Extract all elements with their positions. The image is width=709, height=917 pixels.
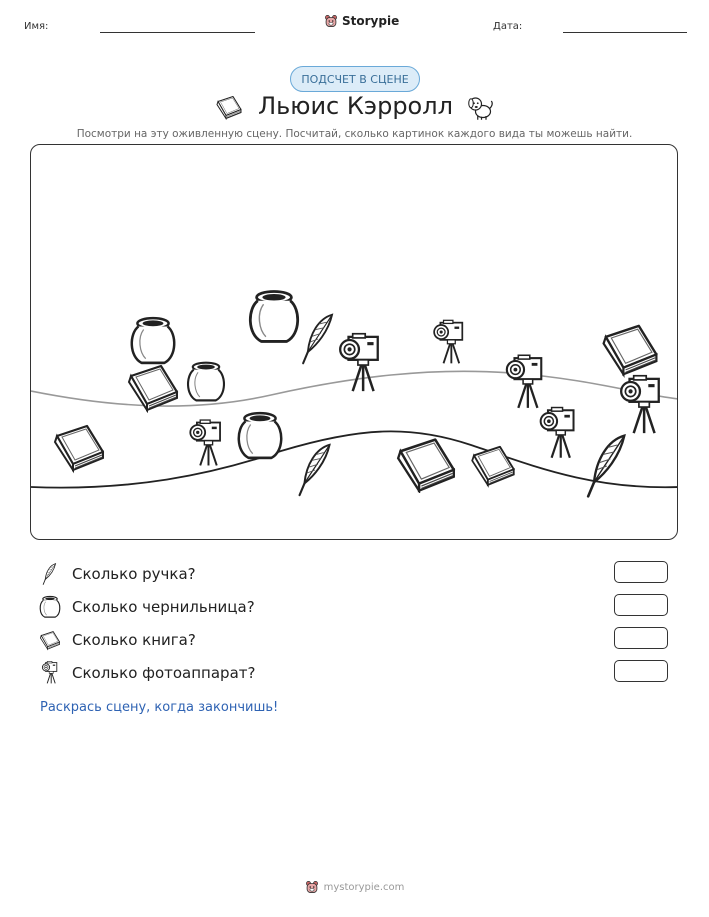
dog-icon bbox=[465, 92, 495, 122]
question-text: Сколько книга? bbox=[72, 631, 196, 649]
book-icon bbox=[604, 326, 657, 374]
quill-icon bbox=[300, 445, 330, 495]
footer bbox=[0, 880, 709, 894]
question-row bbox=[38, 561, 678, 587]
question-row bbox=[38, 594, 678, 620]
inkpot-icon bbox=[250, 291, 297, 341]
quill-icon bbox=[38, 562, 62, 586]
date-line[interactable] bbox=[563, 32, 687, 33]
scene-illustration bbox=[31, 145, 678, 540]
camera-icon bbox=[621, 376, 659, 433]
brand-name: Storypie bbox=[342, 14, 400, 28]
name-label: Имя: bbox=[24, 21, 49, 32]
date-label: Дата: bbox=[493, 21, 523, 32]
instructions: Посмотри на эту оживленную сцену. Посчитай, сколько картинок каждого вида ты можешь найти. bbox=[76, 128, 633, 140]
answer-box-book[interactable] bbox=[614, 627, 668, 649]
inkpot-icon bbox=[239, 413, 281, 458]
coloring-note: Раскрась сцену, когда закончишь! bbox=[40, 700, 279, 715]
inkpot-icon bbox=[132, 318, 174, 363]
answer-box-quill[interactable] bbox=[614, 561, 668, 583]
footer-url[interactable]: mystorypie.com bbox=[323, 881, 405, 893]
question-row bbox=[38, 660, 678, 686]
question-text: Сколько чернильница? bbox=[72, 598, 255, 616]
book-icon bbox=[129, 366, 177, 410]
quill-icon bbox=[588, 436, 624, 497]
name-line[interactable] bbox=[100, 32, 255, 33]
brand-logo bbox=[324, 14, 399, 28]
book-icon bbox=[55, 426, 103, 470]
inkpot-icon bbox=[38, 595, 62, 619]
camera-icon bbox=[38, 661, 62, 685]
camera-icon bbox=[190, 420, 220, 465]
camera-icon bbox=[434, 320, 462, 363]
book-icon bbox=[398, 440, 454, 491]
hill-line-front bbox=[31, 431, 678, 487]
question-text: Сколько ручка? bbox=[72, 565, 196, 583]
page-title-row bbox=[0, 92, 709, 122]
bear-icon bbox=[324, 14, 338, 28]
activity-badge: ПОДСЧЕТ В СЦЕНЕ bbox=[290, 66, 420, 92]
counting-scene bbox=[30, 144, 678, 540]
page-title: Льюис Кэрролл bbox=[258, 92, 453, 120]
book-icon bbox=[38, 628, 62, 652]
question-text: Сколько фотоаппарат? bbox=[72, 664, 256, 682]
question-row bbox=[38, 627, 678, 653]
camera-icon bbox=[340, 334, 378, 391]
camera-icon bbox=[541, 408, 574, 458]
answer-box-camera[interactable] bbox=[614, 660, 668, 682]
camera-icon bbox=[507, 355, 541, 408]
quill-icon bbox=[303, 315, 332, 364]
book-icon bbox=[214, 94, 244, 120]
inkpot-icon bbox=[188, 363, 224, 401]
answer-box-inkpot[interactable] bbox=[614, 594, 668, 616]
bear-icon bbox=[305, 880, 319, 894]
book-icon bbox=[472, 447, 514, 485]
